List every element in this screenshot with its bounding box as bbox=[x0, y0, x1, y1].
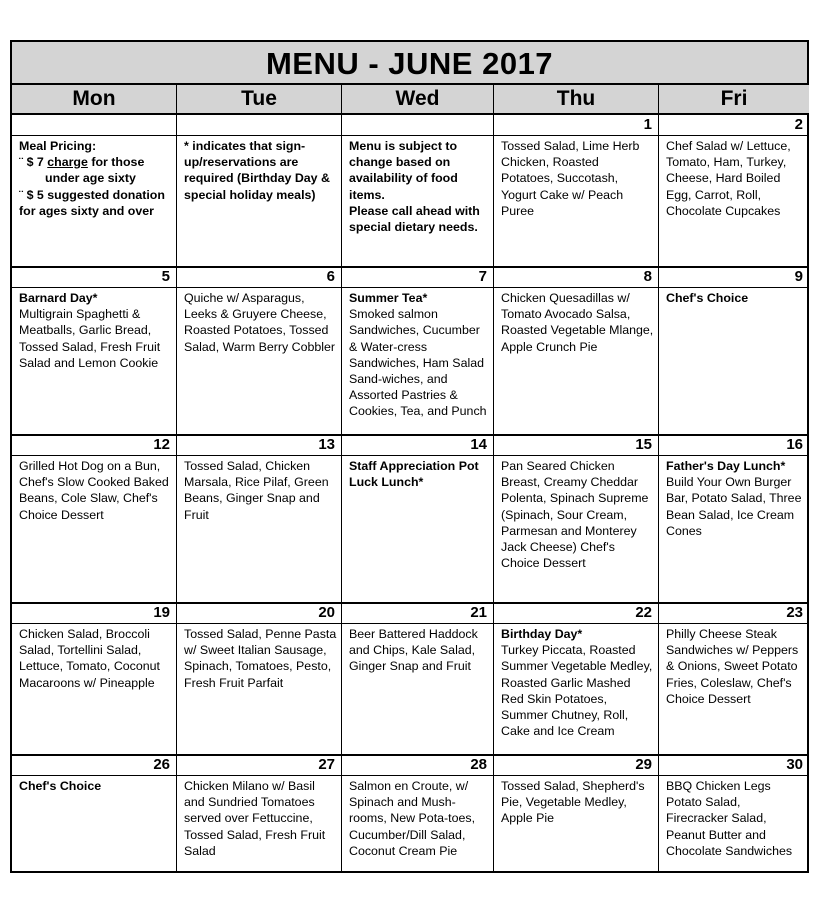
menu-cell bbox=[659, 136, 809, 267]
menu-cell-text: Quiche w/ Asparagus, Leeks & Gruyere Cheese, Roasted Potatoes, Tossed Salad, Warm Berry Cobbler bbox=[184, 291, 336, 354]
menu-cell bbox=[12, 776, 176, 873]
menu-cell bbox=[177, 456, 341, 603]
menu-cell-title: Father's Day Lunch* bbox=[666, 459, 786, 473]
subject-to-change-note bbox=[342, 136, 493, 267]
calendar-title: MENU - JUNE 2017 bbox=[12, 42, 807, 85]
menu-cell bbox=[659, 624, 809, 755]
date-number bbox=[12, 115, 176, 136]
menu-cell bbox=[177, 288, 341, 435]
pricing-line1-charge: charge bbox=[47, 155, 88, 170]
date-number: 2 bbox=[794, 116, 803, 133]
day-header-wed: Wed bbox=[342, 85, 493, 115]
menu-cell-text: Multigrain Spaghetti & Meatballs, Garlic Bread, Tossed Salad, Fresh Fruit Salad and Lemon Cookie bbox=[19, 307, 161, 370]
menu-cell-text: Tossed Salad, Lime Herb Chicken, Roasted Potatoes, Succotash, Yogurt Cake w/ Peach Puree bbox=[501, 139, 640, 218]
menu-cell-text: Grilled Hot Dog on a Bun, Chef's Slow Cooked Baked Beans, Cole Slaw, Chef's Choice Dessert bbox=[19, 459, 169, 522]
day-header-fri: Fri bbox=[659, 85, 809, 115]
menu-cell-title: Chef's Choice bbox=[666, 291, 749, 305]
menu-cell-text: Build Your Own Burger Bar, Potato Salad, Three Bean Salad, Ice Cream Cones bbox=[666, 475, 802, 538]
menu-calendar bbox=[10, 40, 809, 873]
date-number: 14 bbox=[470, 436, 487, 453]
menu-cell-text: BBQ Chicken Legs Potato Salad, Firecracker Salad, Peanut Butter and Chocolate Sandwiches bbox=[666, 779, 793, 858]
date-number: 8 bbox=[643, 268, 652, 285]
signup-note: * indicates that sign-up/reservations are required (Birthday Day & special holiday meals) bbox=[184, 139, 330, 202]
date-number: 13 bbox=[318, 436, 335, 453]
menu-cell bbox=[494, 624, 658, 755]
pricing-title: Meal Pricing: bbox=[19, 139, 97, 153]
date-number: 27 bbox=[318, 756, 335, 773]
subject-note-text: Menu is subject to change based on availability of food items. bbox=[349, 139, 458, 202]
menu-cell bbox=[659, 456, 809, 603]
date-number: 16 bbox=[786, 436, 803, 453]
date-number: 19 bbox=[153, 604, 170, 621]
menu-cell-text: Chicken Salad, Broccoli Salad, Tortellini Salad, Lettuce, Tomato, Coconut Macaroons w/ Pineapple bbox=[19, 627, 160, 690]
date-number: 5 bbox=[161, 268, 170, 285]
date-number: 21 bbox=[470, 604, 487, 621]
menu-cell-text: Pan Seared Chicken Breast, Creamy Cheddar Polenta, Spinach Supreme (Spinach, Sour Cream, Parmesan and Monterey Jack Cheese) Chef's Choice Dessert bbox=[501, 459, 649, 571]
meal-pricing-note bbox=[12, 136, 176, 267]
menu-cell-title: Summer Tea* bbox=[349, 291, 428, 305]
date-number bbox=[177, 115, 341, 136]
date-number: 9 bbox=[794, 268, 803, 285]
date-number bbox=[342, 115, 493, 136]
menu-cell-text: Tossed Salad, Penne Pasta w/ Sweet Italian Sausage, Spinach, Tomatoes, Pesto, Fresh Fruit Parfait bbox=[184, 627, 337, 690]
menu-cell-text: Smoked salmon Sandwiches, Cucumber & Water-cress Sandwiches, Ham Salad Sand-wiches, and Assorted Pastries & Cookies, Tea, and Punch bbox=[349, 307, 487, 419]
menu-cell bbox=[177, 776, 341, 873]
menu-cell-text: Chicken Milano w/ Basil and Sundried Tomatoes served over Fettuccine, Tossed Salad, Fresh Fruit Salad bbox=[184, 779, 326, 858]
menu-cell bbox=[494, 456, 658, 603]
menu-cell bbox=[494, 776, 658, 873]
call-ahead-note-text: Please call ahead with special dietary needs. bbox=[349, 203, 480, 235]
date-number: 30 bbox=[786, 756, 803, 773]
menu-cell bbox=[494, 288, 658, 435]
pricing-line1-post: for those bbox=[87, 155, 145, 170]
date-number: 6 bbox=[326, 268, 335, 285]
date-number: 23 bbox=[786, 604, 803, 621]
day-header-thu: Thu bbox=[494, 85, 658, 115]
menu-cell bbox=[12, 288, 176, 435]
menu-cell bbox=[12, 624, 176, 755]
menu-cell-title: Chef's Choice bbox=[19, 779, 102, 793]
date-number: 15 bbox=[635, 436, 652, 453]
menu-cell-text: Tossed Salad, Shepherd's Pie, Vegetable Medley, Apple Pie bbox=[501, 779, 645, 826]
pricing-line3: ¨ $ 5 suggested donation for ages sixty and over bbox=[19, 187, 165, 218]
menu-cell bbox=[342, 456, 493, 603]
menu-cell-title: Birthday Day* bbox=[501, 627, 583, 641]
menu-cell-title: Barnard Day* bbox=[19, 291, 98, 305]
pricing-line1-pre: ¨ $ 7 bbox=[19, 155, 48, 170]
menu-cell-text: Chef Salad w/ Lettuce, Tomato, Ham, Turkey, Cheese, Hard Boiled Egg, Carrot, Roll, Chocolate Cupcakes bbox=[666, 139, 791, 218]
pricing-line2: under age sixty bbox=[45, 171, 136, 186]
menu-cell bbox=[342, 288, 493, 435]
menu-cell-title: Staff Appreciation Pot Luck Lunch* bbox=[349, 459, 479, 490]
menu-cell-text: Chicken Quesadillas w/ Tomato Avocado Salsa, Roasted Vegetable Mlange, Apple Crunch Pie bbox=[501, 291, 654, 354]
date-number: 12 bbox=[153, 436, 170, 453]
menu-cell bbox=[659, 288, 809, 435]
day-header-mon: Mon bbox=[12, 85, 176, 115]
date-number: 29 bbox=[635, 756, 652, 773]
menu-cell bbox=[12, 456, 176, 603]
date-number: 26 bbox=[153, 756, 170, 773]
menu-cell bbox=[659, 776, 809, 873]
date-number: 22 bbox=[635, 604, 652, 621]
date-number: 1 bbox=[643, 116, 652, 133]
menu-cell bbox=[494, 136, 658, 267]
menu-cell-text: Beer Battered Haddock and Chips, Kale Salad, Ginger Snap and Fruit bbox=[349, 627, 478, 674]
date-number: 28 bbox=[470, 756, 487, 773]
menu-cell-text: Tossed Salad, Chicken Marsala, Rice Pilaf, Green Beans, Ginger Snap and Fruit bbox=[184, 459, 329, 522]
date-number: 20 bbox=[318, 604, 335, 621]
menu-cell-text: Philly Cheese Steak Sandwiches w/ Peppers & Onions, Sweet Potato Fries, Coleslaw, Chef's Choice Dessert bbox=[666, 627, 799, 706]
menu-cell-text: Turkey Piccata, Roasted Summer Vegetable Medley, Roasted Garlic Mashed Red Skin Potatoes, Summer Chutney, Roll, Cake and Ice Cream bbox=[501, 643, 653, 739]
date-number: 7 bbox=[478, 268, 487, 285]
menu-cell-text: Salmon en Croute, w/ Spinach and Mush-rooms, New Pota-toes, Cucumber/Dill Salad, Coconut Cream Pie bbox=[349, 779, 476, 858]
menu-cell bbox=[177, 624, 341, 755]
menu-cell bbox=[342, 624, 493, 755]
day-header-tue: Tue bbox=[177, 85, 341, 115]
menu-cell bbox=[342, 776, 493, 873]
